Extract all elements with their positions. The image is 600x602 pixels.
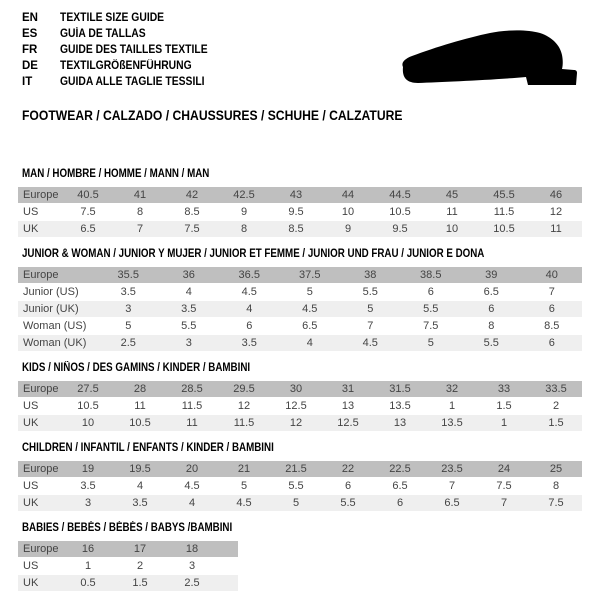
size-value-cell: 8.5 bbox=[544, 320, 560, 332]
size-value-cell: 40.5 bbox=[77, 189, 99, 201]
size-value-cell: 41 bbox=[133, 189, 147, 201]
language-row bbox=[22, 10, 224, 26]
size-value-cell: 1 bbox=[448, 400, 456, 412]
row-label: Woman (UK) bbox=[23, 337, 87, 349]
size-value-cell: 4.5 bbox=[362, 337, 378, 349]
size-value-cell: 7 bbox=[136, 223, 144, 235]
language-list bbox=[22, 10, 224, 90]
language-code: FR bbox=[22, 44, 38, 56]
size-value-cell: 7.5 bbox=[548, 497, 564, 509]
size-value-cell: 4.5 bbox=[241, 286, 257, 298]
table-row bbox=[18, 221, 582, 237]
size-value-cell: 5.5 bbox=[362, 286, 378, 298]
table-row bbox=[18, 284, 582, 300]
size-value-cell: 6 bbox=[344, 480, 352, 492]
size-section-kids bbox=[0, 362, 600, 431]
size-value-cell: 44 bbox=[341, 189, 355, 201]
size-section-junior-woman bbox=[0, 248, 600, 351]
size-table bbox=[18, 267, 582, 351]
size-value-cell: 36.5 bbox=[238, 269, 260, 281]
size-value-cell: 4.5 bbox=[302, 303, 318, 315]
size-value-cell: 5.5 bbox=[423, 303, 439, 315]
row-label: UK bbox=[23, 417, 39, 429]
table-row bbox=[18, 415, 582, 431]
size-value-cell: 32 bbox=[445, 383, 459, 395]
table-row bbox=[18, 267, 582, 283]
size-value-cell: 5 bbox=[125, 320, 132, 332]
size-value-cell: 12 bbox=[549, 206, 563, 218]
size-value-cell: 10 bbox=[445, 223, 459, 235]
language-code: IT bbox=[22, 76, 33, 88]
size-value-cell: 3.5 bbox=[181, 303, 197, 315]
size-value-cell: 10.5 bbox=[77, 400, 99, 412]
size-value-cell: 12.5 bbox=[337, 417, 359, 429]
size-value-cell: 6 bbox=[548, 337, 555, 349]
size-value-cell: 10 bbox=[341, 206, 355, 218]
size-table bbox=[18, 381, 582, 431]
size-value-cell: 7.5 bbox=[496, 480, 512, 492]
size-value-cell: 5.5 bbox=[288, 480, 304, 492]
size-value-cell: 31.5 bbox=[389, 383, 411, 395]
size-value-cell: 7.5 bbox=[184, 223, 200, 235]
size-value-cell: 9 bbox=[344, 223, 352, 235]
size-value-cell: 12 bbox=[237, 400, 251, 412]
size-value-cell: 5 bbox=[240, 480, 248, 492]
size-value-cell: 23.5 bbox=[441, 463, 463, 475]
table-row bbox=[18, 541, 238, 557]
size-value-cell: 2.5 bbox=[120, 337, 136, 349]
table-row bbox=[18, 558, 238, 574]
row-label: UK bbox=[23, 577, 39, 589]
size-value-cell: 5 bbox=[292, 497, 300, 509]
size-value-cell: 5 bbox=[427, 337, 434, 349]
size-section-babies bbox=[0, 522, 600, 591]
row-label: Europe bbox=[23, 269, 59, 281]
size-value-cell: 7 bbox=[500, 497, 508, 509]
size-value-cell: 1 bbox=[500, 417, 508, 429]
size-value-cell: 6.5 bbox=[80, 223, 96, 235]
size-value-cell: 8 bbox=[136, 206, 144, 218]
row-label: US bbox=[23, 206, 39, 218]
size-value-cell: 1.5 bbox=[548, 417, 564, 429]
size-value-cell: 39 bbox=[485, 269, 498, 281]
size-value-cell: 25 bbox=[549, 463, 563, 475]
size-value-cell: 13 bbox=[341, 400, 355, 412]
size-value-cell: 38.5 bbox=[420, 269, 442, 281]
size-value-cell: 9.5 bbox=[392, 223, 408, 235]
row-label: UK bbox=[23, 497, 39, 509]
size-value-cell: 11 bbox=[134, 400, 146, 412]
language-code: DE bbox=[22, 60, 38, 72]
size-value-cell: 19.5 bbox=[129, 463, 151, 475]
size-value-cell: 8.5 bbox=[288, 223, 304, 235]
size-value-cell: 4 bbox=[188, 497, 196, 509]
row-label: UK bbox=[23, 223, 39, 235]
size-value-cell: 3 bbox=[188, 560, 196, 572]
size-table bbox=[18, 187, 582, 237]
row-label: Europe bbox=[23, 383, 59, 395]
size-value-cell: 6.5 bbox=[444, 497, 460, 509]
language-label: GUIDE DES TAILLES TEXTILE bbox=[60, 44, 208, 56]
size-value-cell: 24 bbox=[497, 463, 511, 475]
size-value-cell: 7 bbox=[367, 320, 374, 332]
row-label: Junior (US) bbox=[23, 286, 79, 298]
size-value-cell: 6 bbox=[488, 303, 495, 315]
size-value-cell: 2.5 bbox=[184, 577, 200, 589]
size-value-cell: 21.5 bbox=[285, 463, 307, 475]
size-value-cell: 4 bbox=[136, 480, 144, 492]
table-row bbox=[18, 301, 582, 317]
size-value-cell: 12.5 bbox=[285, 400, 307, 412]
size-value-cell: 36 bbox=[182, 269, 195, 281]
size-value-cell: 37.5 bbox=[299, 269, 321, 281]
size-value-cell: 1.5 bbox=[496, 400, 512, 412]
size-value-cell: 28.5 bbox=[181, 383, 203, 395]
size-value-cell: 7 bbox=[548, 286, 555, 298]
language-row bbox=[22, 42, 224, 58]
size-value-cell: 29.5 bbox=[233, 383, 255, 395]
size-value-cell: 40 bbox=[545, 269, 558, 281]
size-value-cell: 9 bbox=[240, 206, 248, 218]
size-value-cell: 19 bbox=[81, 463, 95, 475]
size-value-cell: 38 bbox=[364, 269, 377, 281]
size-value-cell: 43 bbox=[289, 189, 303, 201]
size-value-cell: 11.5 bbox=[181, 400, 203, 412]
language-label: TEXTILE SIZE GUIDE bbox=[60, 12, 165, 24]
row-label: Europe bbox=[23, 463, 59, 475]
size-value-cell: 3 bbox=[84, 497, 92, 509]
size-value-cell: 10.5 bbox=[389, 206, 411, 218]
dress-shoe-icon bbox=[398, 28, 588, 92]
size-value-cell: 11 bbox=[186, 417, 198, 429]
size-value-cell: 30 bbox=[289, 383, 303, 395]
size-value-cell: 1.5 bbox=[132, 577, 148, 589]
size-value-cell: 0.5 bbox=[80, 577, 96, 589]
size-value-cell: 5 bbox=[306, 286, 313, 298]
language-code: EN bbox=[22, 12, 38, 24]
size-value-cell: 6.5 bbox=[392, 480, 408, 492]
size-value-cell: 44.5 bbox=[389, 189, 411, 201]
table-row bbox=[18, 381, 582, 397]
size-value-cell: 3 bbox=[125, 303, 132, 315]
size-value-cell: 12 bbox=[289, 417, 303, 429]
row-label: Europe bbox=[23, 543, 59, 555]
size-value-cell: 18 bbox=[185, 543, 199, 555]
size-value-cell: 1 bbox=[84, 560, 92, 572]
size-value-cell: 4 bbox=[246, 303, 253, 315]
size-value-cell: 5 bbox=[367, 303, 374, 315]
section-title: MAN / HOMBRE / HOMME / MANN / MAN bbox=[22, 168, 210, 180]
language-label: TEXTILGRÖßENFÜHRUNG bbox=[60, 60, 192, 72]
size-value-cell: 42 bbox=[185, 189, 199, 201]
size-value-cell: 45.5 bbox=[493, 189, 515, 201]
size-value-cell: 7.5 bbox=[423, 320, 439, 332]
size-value-cell: 3.5 bbox=[132, 497, 148, 509]
section-title: BABIES / BEBÉS / BÉBÉS / BABYS /BAMBINI bbox=[22, 522, 233, 534]
size-value-cell: 13 bbox=[393, 417, 407, 429]
size-value-cell: 2 bbox=[136, 560, 144, 572]
size-value-cell: 33 bbox=[497, 383, 511, 395]
size-table bbox=[18, 461, 582, 511]
table-row bbox=[18, 495, 582, 511]
size-value-cell: 11 bbox=[550, 223, 562, 235]
size-tables bbox=[0, 168, 600, 602]
size-value-cell: 3.5 bbox=[80, 480, 96, 492]
table-row bbox=[18, 575, 238, 591]
size-value-cell: 3.5 bbox=[241, 337, 257, 349]
row-label: US bbox=[23, 400, 39, 412]
size-value-cell: 33.5 bbox=[545, 383, 567, 395]
size-value-cell: 13.5 bbox=[441, 417, 463, 429]
size-value-cell: 4 bbox=[306, 337, 313, 349]
size-value-cell: 4.5 bbox=[184, 480, 200, 492]
size-value-cell: 3.5 bbox=[120, 286, 136, 298]
size-value-cell: 3 bbox=[185, 337, 192, 349]
size-value-cell: 35.5 bbox=[117, 269, 139, 281]
size-value-cell: 6 bbox=[246, 320, 253, 332]
language-row bbox=[22, 58, 224, 74]
size-value-cell: 11.5 bbox=[233, 417, 255, 429]
size-value-cell: 22 bbox=[341, 463, 355, 475]
size-value-cell: 6 bbox=[396, 497, 404, 509]
size-value-cell: 31 bbox=[341, 383, 355, 395]
table-row bbox=[18, 204, 582, 220]
size-value-cell: 20 bbox=[185, 463, 199, 475]
size-section-man bbox=[0, 168, 600, 237]
size-value-cell: 5.5 bbox=[181, 320, 197, 332]
table-row bbox=[18, 187, 582, 203]
size-value-cell: 7.5 bbox=[80, 206, 96, 218]
size-value-cell: 6 bbox=[427, 286, 434, 298]
size-table bbox=[18, 541, 238, 591]
language-row bbox=[22, 26, 224, 42]
language-code: ES bbox=[22, 28, 38, 40]
row-label: US bbox=[23, 480, 39, 492]
size-value-cell: 17 bbox=[133, 543, 147, 555]
size-value-cell: 13.5 bbox=[389, 400, 411, 412]
size-value-cell: 10.5 bbox=[129, 417, 151, 429]
size-value-cell: 4.5 bbox=[236, 497, 252, 509]
size-value-cell: 8 bbox=[240, 223, 248, 235]
category-title: FOOTWEAR / CALZADO / CHAUSSURES / SCHUHE / CALZATURE bbox=[22, 108, 403, 123]
size-value-cell: 21 bbox=[237, 463, 251, 475]
size-value-cell: 9.5 bbox=[288, 206, 304, 218]
language-label: GUÍA DE TALLAS bbox=[60, 28, 146, 40]
size-value-cell: 8.5 bbox=[184, 206, 200, 218]
section-title: KIDS / NIÑOS / DES GAMINS / KINDER / BAMBINI bbox=[22, 362, 251, 374]
size-value-cell: 10.5 bbox=[493, 223, 515, 235]
table-row bbox=[18, 461, 582, 477]
size-value-cell: 7 bbox=[448, 480, 456, 492]
size-value-cell: 6.5 bbox=[483, 286, 499, 298]
table-row bbox=[18, 478, 582, 494]
language-row bbox=[22, 74, 224, 90]
row-label: US bbox=[23, 560, 39, 572]
size-value-cell: 2 bbox=[552, 400, 560, 412]
size-value-cell: 22.5 bbox=[389, 463, 411, 475]
size-value-cell: 8 bbox=[488, 320, 495, 332]
size-value-cell: 5.5 bbox=[340, 497, 356, 509]
table-row bbox=[18, 335, 582, 351]
size-value-cell: 16 bbox=[81, 543, 95, 555]
size-value-cell: 4 bbox=[185, 286, 192, 298]
row-label: Woman (US) bbox=[23, 320, 87, 332]
row-label: Junior (UK) bbox=[23, 303, 79, 315]
size-value-cell: 42.5 bbox=[233, 189, 255, 201]
size-value-cell: 11 bbox=[446, 206, 458, 218]
size-value-cell: 46 bbox=[549, 189, 563, 201]
table-row bbox=[18, 398, 582, 414]
size-value-cell: 28 bbox=[133, 383, 147, 395]
table-row bbox=[18, 318, 582, 334]
row-label: Europe bbox=[23, 189, 59, 201]
size-value-cell: 11.5 bbox=[493, 206, 515, 218]
size-value-cell: 5.5 bbox=[483, 337, 499, 349]
section-title: JUNIOR & WOMAN / JUNIOR Y MUJER / JUNIOR ET FEMME / JUNIOR UND FRAU / JUNIOR E DONA bbox=[22, 248, 485, 260]
size-value-cell: 8 bbox=[552, 480, 560, 492]
size-value-cell: 27.5 bbox=[77, 383, 99, 395]
size-value-cell: 6.5 bbox=[302, 320, 318, 332]
size-value-cell: 10 bbox=[81, 417, 95, 429]
size-value-cell: 6 bbox=[548, 303, 555, 315]
size-section-children bbox=[0, 442, 600, 511]
language-label: GUIDA ALLE TAGLIE TESSILI bbox=[60, 76, 205, 88]
section-title: CHILDREN / INFANTIL / ENFANTS / KINDER / BAMBINI bbox=[22, 442, 274, 454]
size-value-cell: 45 bbox=[445, 189, 459, 201]
